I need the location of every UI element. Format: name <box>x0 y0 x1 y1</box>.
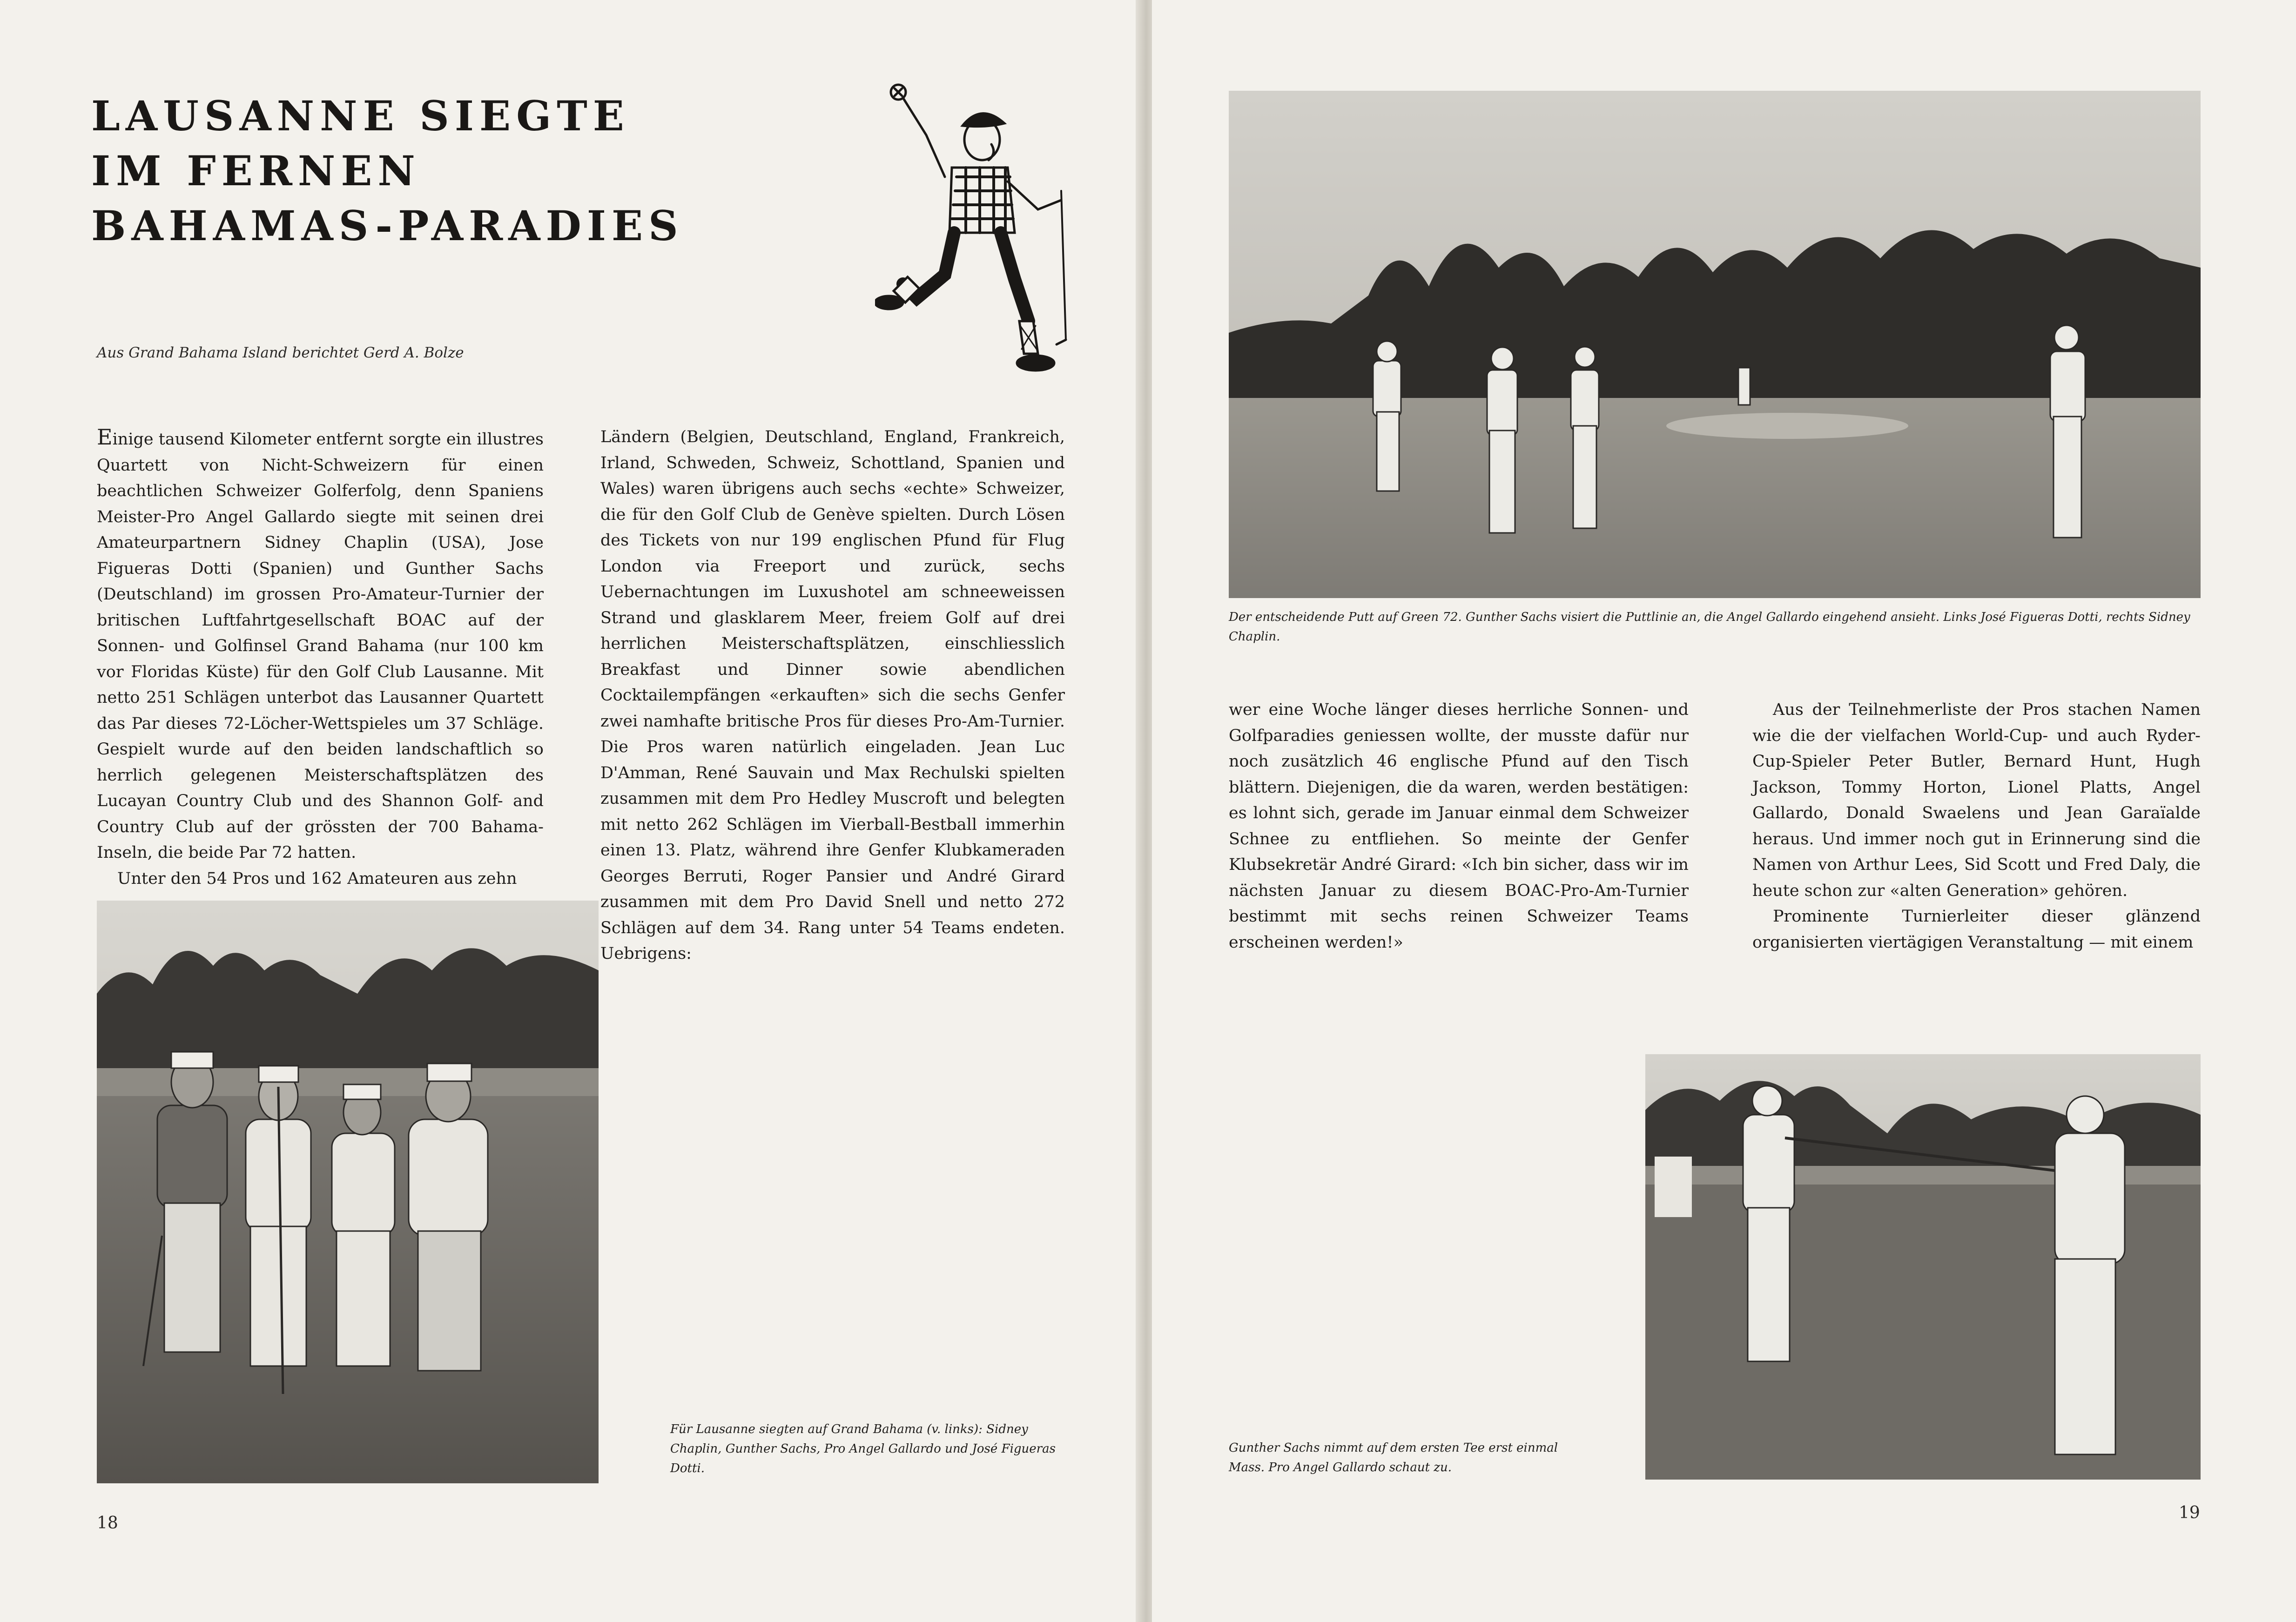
byline: Aus Grand Bahama Island berichtet Gerd A. Bolze <box>97 344 464 361</box>
article-title <box>91 88 684 253</box>
column-2 <box>600 424 1065 967</box>
column-1-paragraph-2: Unter den 54 Pros und 162 Amateuren aus zehn <box>117 869 517 888</box>
column-1-paragraph-1: inige tausend Kilometer entfernt sorgte ein illustres Quartett von Nicht-Schweizern für einen beachtlichen Schweizer Golferfolg, denn Spaniens Meister-Pro Angel Gallardo siegte mit seinen drei Amateurpartnern Sidney Chaplin (USA), Jose Figueras Dotti (Spanien) und Gunther Sachs (Deutschland) im grossen Pro-Amateur-Turnier der britischen Luftfahrtgesellschaft BOAC auf der Sonnen- und Golfinsel Grand Bahama (nur 100 km vor Floridas Küste) für den Golf Club Lausanne. Mit netto 251 Schlägen unterbot das Lausanner Quartett das Par dieses 72-Löcher-Wettspieles um 37 Schläge. Gespielt wurde auf den beiden landschaftlich so herrlich gelegenen Meisterschaftsplätzen des Lucayan Country Club und des Shannon Golf- and Country Club auf der grössten der 700 Bahama-Inseln, die beide Par 72 hatten. <box>97 430 544 862</box>
column-3 <box>1229 697 1689 956</box>
column-4 <box>1752 697 2201 956</box>
title-line-3: BAHAMAS-PARADIES <box>91 202 684 250</box>
bottom-photo-caption: Gunther Sachs nimmt auf dem ersten Tee erst einmal Mass. Pro Angel Gallardo schaut zu. <box>1229 1441 1558 1474</box>
first-tee-photo <box>1645 1054 2201 1480</box>
column-1 <box>97 424 544 892</box>
left-photo-caption: Für Lausanne siegten auf Grand Bahama (v. links): Sidney Chaplin, Gunther Sachs, Pro Angel Gallardo und José Figueras Dotti. <box>670 1422 1056 1475</box>
putting-green-photo <box>1229 91 2201 598</box>
golfer-cartoon-illustration <box>875 79 1071 396</box>
column-4-paragraph-2: Prominente Turnierleiter dieser glänzend organisierten viertägigen Veranstaltung — mit einem <box>1752 907 2201 952</box>
column-2-paragraph: Ländern (Belgien, Deutschland, England, Frankreich, Irland, Schweden, Schweiz, Schottland, Spanien und Wales) waren übrigens auch sechs «echte» Schweizer, die für den Golf Club de Genève spielten. Durch Lösen des Tickets von nur 199 englischen Pfund für Flug London via Freeport und zurück, sechs Uebernachtungen im Luxushotel am schneeweissen Strand und glasklarem Meer, freiem Golf auf drei herrlichen Meisterschaftsplätzen, einschliesslich Breakfast und Dinner sowie abendlichen Cocktailempfängen «erkauften» sich die sechs Genfer zwei namhafte britische Pros für dieses Pro-Am-Turnier. Die Pros waren natürlich eingeladen. Jean Luc D'Amman, René Sauvain und Max Rechulski spielten zusammen mit dem Pro Hedley Muscroft und belegten mit netto 262 Schlägen im Vierball-Bestball immerhin einen 13. Platz, während ihre Genfer Klubkameraden Georges Berruti, Roger Pansier und André Girard zusammen mit dem Pro David Snell und netto 272 Schlägen auf dem 34. Rang unter 54 Teams endeten. Uebrigens: <box>600 428 1065 963</box>
title-line-2: IM FERNEN <box>91 147 421 195</box>
right-page <box>1152 0 2296 1622</box>
page-number-right: 19 <box>2179 1503 2200 1522</box>
title-line-1: LAUSANNE SIEGTE <box>91 92 630 140</box>
column-3-paragraph: wer eine Woche länger dieses herrliche Sonnen- und Golfparadies geniessen wollte, der musste dafür nur noch zusätzlich 46 englische Pfund auf den Tisch blättern. Diejenigen, die da waren, werden bestätigen: es lohnt sich, gerade im Januar einmal dem Schweizer Schnee zu entfliehen. So meinte der Genfer Klubsekretär André Girard: «Ich bin sicher, dass wir im nächsten Januar zu diesem BOAC-Pro-Am-Turnier bestimmt mit sechs reinen Schweizer Teams erscheinen werden!» <box>1229 700 1689 952</box>
page-number-left: 18 <box>97 1514 118 1533</box>
column-4-paragraph-1: Aus der Teilnehmerliste der Pros stachen Namen wie die der vielfachen World-Cup- und auch Ryder-Cup-Spieler Peter Butler, Bernard Hunt, Hugh Jackson, Tommy Horton, Lionel Platts, Angel Gallardo, Donald Swaelens und Jean Garaïalde heraus. Und immer noch gut in Erinnerung sind die Namen von Arthur Lees, Sid Scott und Fred Daly, die heute schon zur «alten Generation» gehören. <box>1752 700 2201 900</box>
top-photo-caption: Der entscheidende Putt auf Green 72. Gunther Sachs visiert die Puttlinie an, die Angel Gallardo eingehend ansieht. Links José Figueras Dotti, rechts Sidney Chaplin. <box>1229 610 2190 644</box>
group-photo-lausanne-team <box>97 901 599 1483</box>
drop-initial: E <box>97 424 113 450</box>
left-page <box>0 0 1143 1622</box>
